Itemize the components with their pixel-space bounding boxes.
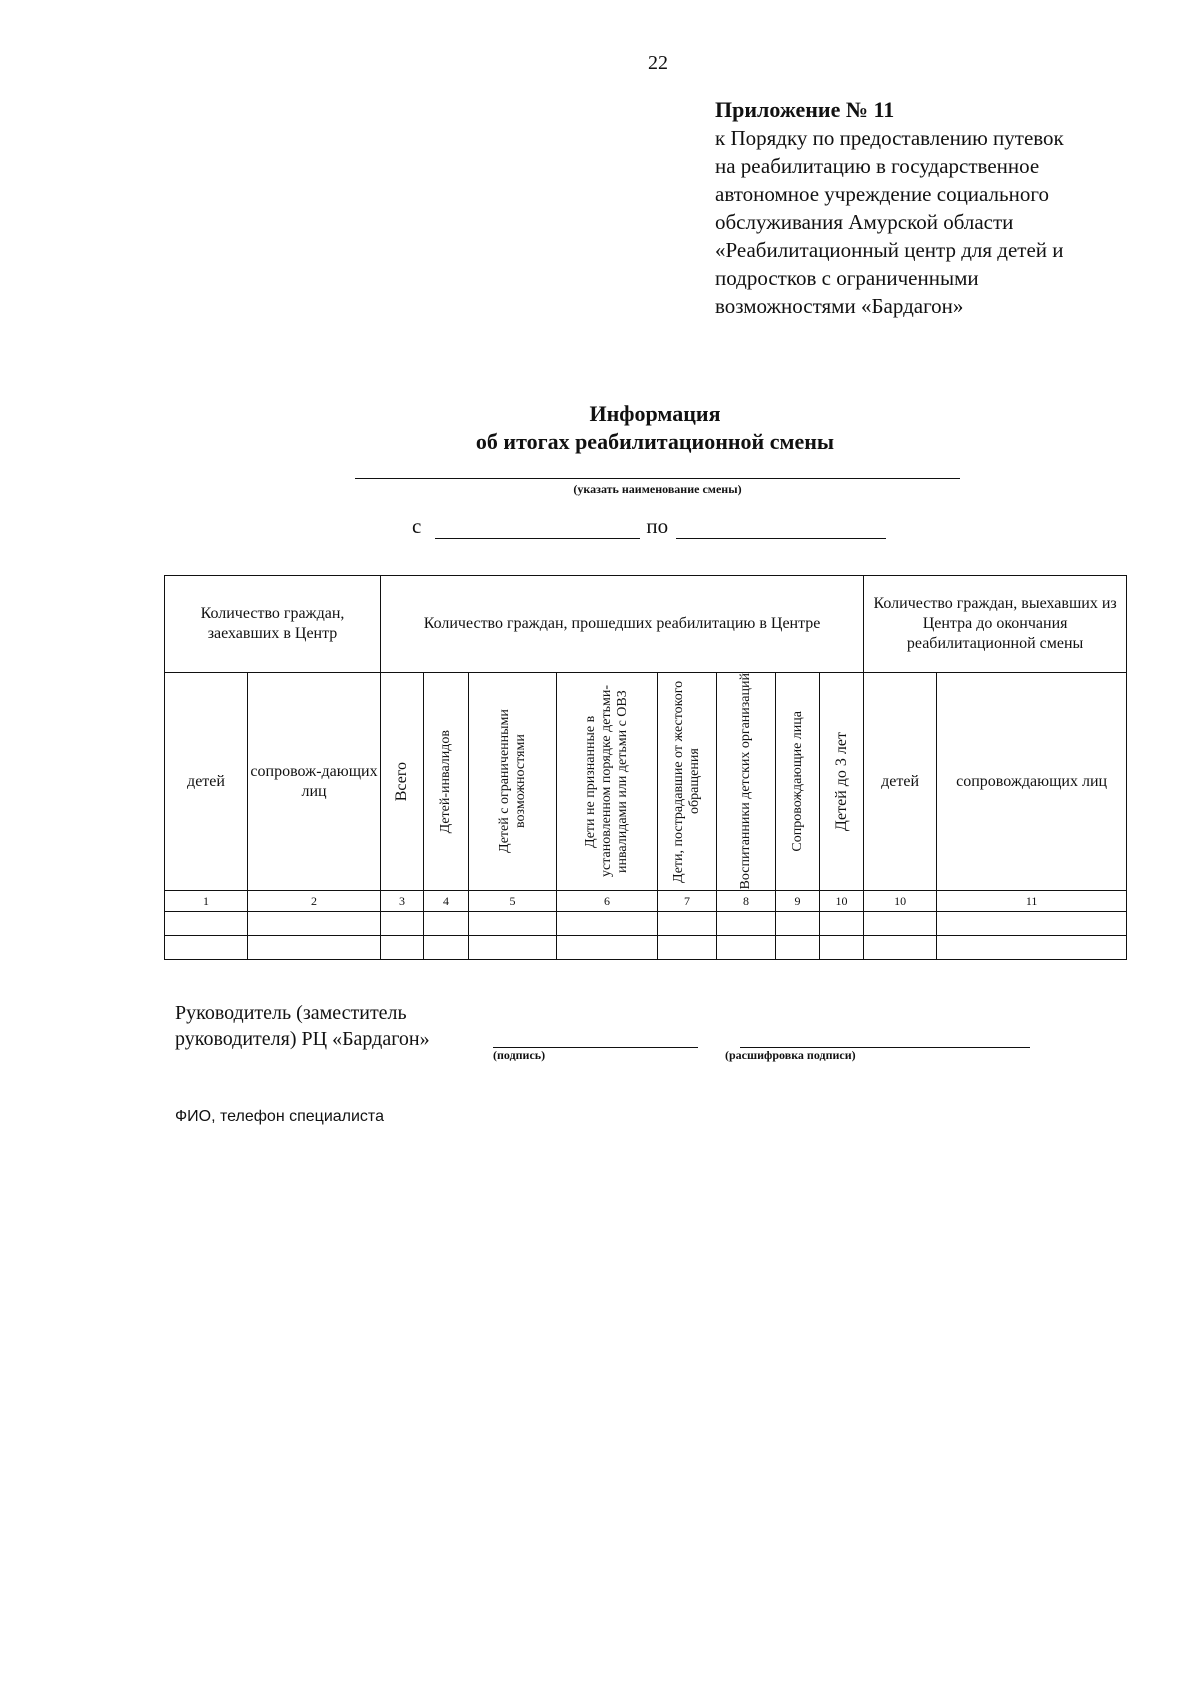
table-cell[interactable] bbox=[381, 912, 424, 936]
table-cell[interactable] bbox=[165, 936, 248, 960]
col-header-limited-abilities: Детей с ограниченными возможностями bbox=[469, 673, 557, 891]
signature-caption: (подпись) bbox=[493, 1048, 546, 1062]
table-cell[interactable] bbox=[820, 912, 864, 936]
period-from-label: с bbox=[412, 514, 422, 538]
table-cell[interactable] bbox=[557, 912, 658, 936]
table-row bbox=[165, 912, 1127, 936]
header-left: Количество граждан, выехавших из Центра до окончания реабилитационной смены bbox=[864, 576, 1127, 673]
signature-decode-caption: (расшифровка подписи) bbox=[725, 1048, 856, 1062]
col-header-under-3: Детей до 3 лет bbox=[820, 673, 864, 891]
shift-name-caption: (указать наименование смены) bbox=[573, 482, 742, 496]
col-header-left-children: детей bbox=[864, 673, 937, 891]
col-number: 9 bbox=[776, 891, 820, 912]
table-cell[interactable] bbox=[937, 912, 1127, 936]
appendix-line: возможностями «Бардагон» bbox=[715, 294, 964, 318]
period-row bbox=[412, 514, 886, 539]
appendix-line: обслуживания Амурской области bbox=[715, 210, 1014, 234]
col-number: 3 bbox=[381, 891, 424, 912]
table-row bbox=[165, 936, 1127, 960]
appendix-title: Приложение № 11 bbox=[715, 97, 895, 122]
col-header-pupils: Воспитанники детских организаций bbox=[717, 673, 776, 891]
title-line-1: Информация bbox=[589, 401, 721, 426]
appendix-line: к Порядку по предоставлению путевок bbox=[715, 126, 1064, 150]
header-rehab: Количество граждан, прошедших реабилитацию в Центре bbox=[381, 576, 864, 673]
report-table bbox=[164, 575, 1127, 960]
table-cell[interactable] bbox=[776, 912, 820, 936]
table-cell[interactable] bbox=[469, 936, 557, 960]
page-number: 22 bbox=[648, 52, 668, 74]
period-from-field[interactable] bbox=[435, 516, 640, 539]
period-to-field[interactable] bbox=[676, 516, 886, 539]
title-line-2: об итогах реабилитационной смены bbox=[475, 429, 835, 454]
signature-label-line-1: Руководитель (заместитель bbox=[175, 1002, 407, 1024]
col-number: 5 bbox=[469, 891, 557, 912]
table-cell[interactable] bbox=[424, 912, 469, 936]
col-number: 2 bbox=[248, 891, 381, 912]
table-cell[interactable] bbox=[557, 936, 658, 960]
col-header-companion-persons: Сопровождающие лица bbox=[776, 673, 820, 891]
table-cell[interactable] bbox=[717, 936, 776, 960]
table-cell[interactable] bbox=[717, 912, 776, 936]
col-number: 10 bbox=[820, 891, 864, 912]
shift-name-field[interactable] bbox=[355, 478, 960, 479]
col-header-not-recognized: Дети не признанные в установленном порядке детьми-инвалидами или детьми с ОВЗ bbox=[557, 673, 658, 891]
appendix-block bbox=[715, 96, 1135, 320]
col-header-companions: сопровож-дающих лиц bbox=[248, 673, 381, 891]
appendix-line: автономное учреждение социального bbox=[715, 182, 1049, 206]
col-number: 10 bbox=[864, 891, 937, 912]
appendix-line: «Реабилитационный центр для детей и bbox=[715, 238, 1064, 262]
col-number: 1 bbox=[165, 891, 248, 912]
signature-label-line-2: руководителя) РЦ «Бардагон» bbox=[175, 1028, 430, 1050]
col-number: 7 bbox=[658, 891, 717, 912]
table-cell[interactable] bbox=[165, 912, 248, 936]
specialist-contact: ФИО, телефон специалиста bbox=[175, 1108, 384, 1125]
col-number: 4 bbox=[424, 891, 469, 912]
document-title bbox=[0, 400, 1200, 456]
table-cell[interactable] bbox=[248, 936, 381, 960]
col-header-disabled-children: Детей-инвалидов bbox=[424, 673, 469, 891]
table-cell[interactable] bbox=[776, 936, 820, 960]
table-cell[interactable] bbox=[469, 912, 557, 936]
col-header-children: детей bbox=[165, 673, 248, 891]
table-cell[interactable] bbox=[820, 936, 864, 960]
table-cell[interactable] bbox=[658, 912, 717, 936]
header-arrived: Количество граждан, заехавших в Центр bbox=[165, 576, 381, 673]
appendix-line: на реабилитацию в государственное bbox=[715, 154, 1040, 178]
table-cell[interactable] bbox=[937, 936, 1127, 960]
col-number: 6 bbox=[557, 891, 658, 912]
table-cell[interactable] bbox=[864, 936, 937, 960]
col-number: 11 bbox=[937, 891, 1127, 912]
table-cell[interactable] bbox=[864, 912, 937, 936]
col-header-abuse-victims: Дети, пострадавшие от жестокого обращения bbox=[658, 673, 717, 891]
col-header-left-companions: сопровождающих лиц bbox=[937, 673, 1127, 891]
table-cell[interactable] bbox=[424, 936, 469, 960]
col-number: 8 bbox=[717, 891, 776, 912]
signature-label bbox=[175, 1000, 430, 1052]
period-to-label: по bbox=[646, 514, 669, 538]
table-cell[interactable] bbox=[658, 936, 717, 960]
table-cell[interactable] bbox=[381, 936, 424, 960]
col-header-total: Всего bbox=[381, 673, 424, 891]
table-cell[interactable] bbox=[248, 912, 381, 936]
appendix-line: подростков с ограниченными bbox=[715, 266, 979, 290]
